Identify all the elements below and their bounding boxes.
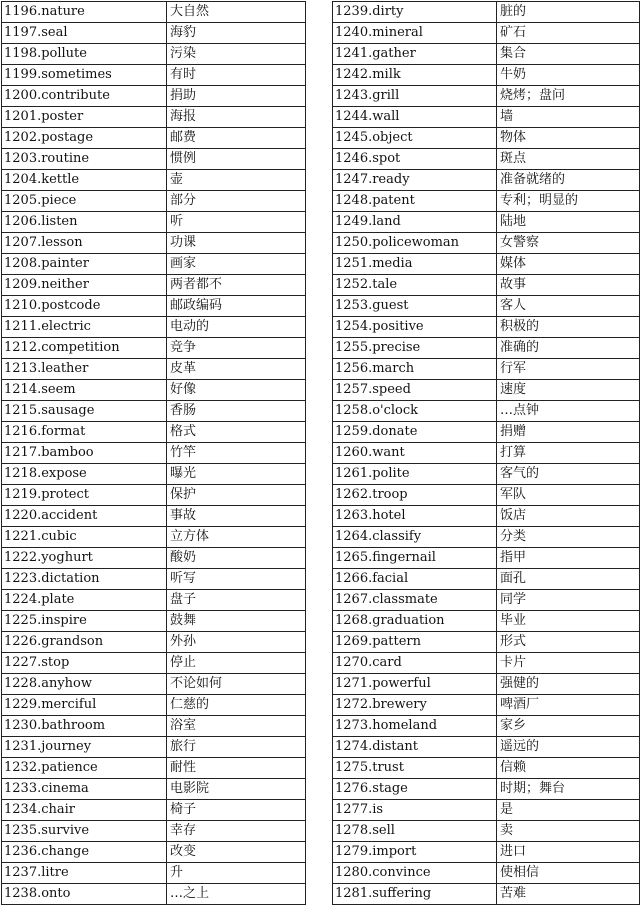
vocab-word: 1262.troop bbox=[333, 485, 497, 506]
vocab-word: 1269.pattern bbox=[333, 632, 497, 653]
vocab-word: 1240.mineral bbox=[333, 23, 497, 44]
vocab-word: 1198.pollute bbox=[2, 44, 167, 65]
vocab-row bbox=[333, 233, 640, 254]
vocab-meaning: 邮费 bbox=[167, 128, 306, 149]
vocab-row bbox=[333, 653, 640, 674]
vocab-word: 1272.brewery bbox=[333, 695, 497, 716]
vocab-meaning: 集合 bbox=[497, 44, 640, 65]
vocab-meaning: 捐助 bbox=[167, 86, 306, 107]
vocab-meaning: 立方体 bbox=[167, 527, 306, 548]
vocab-meaning: 陆地 bbox=[497, 212, 640, 233]
vocab-word: 1242.milk bbox=[333, 65, 497, 86]
vocab-row bbox=[333, 44, 640, 65]
vocab-word: 1244.wall bbox=[333, 107, 497, 128]
vocab-word: 1254.positive bbox=[333, 317, 497, 338]
vocab-row bbox=[2, 695, 306, 716]
vocab-meaning: 客气的 bbox=[497, 464, 640, 485]
vocab-row bbox=[2, 653, 306, 674]
vocab-word: 1213.leather bbox=[2, 359, 167, 380]
vocab-row bbox=[2, 86, 306, 107]
vocab-row bbox=[333, 506, 640, 527]
vocab-word: 1207.lesson bbox=[2, 233, 167, 254]
vocab-word: 1224.plate bbox=[2, 590, 167, 611]
vocab-word: 1251.media bbox=[333, 254, 497, 275]
vocab-row bbox=[333, 485, 640, 506]
vocab-meaning: 形式 bbox=[497, 632, 640, 653]
vocab-row bbox=[333, 716, 640, 737]
vocab-meaning: 邮政编码 bbox=[167, 296, 306, 317]
vocab-word: 1270.card bbox=[333, 653, 497, 674]
vocab-meaning: 壶 bbox=[167, 170, 306, 191]
vocab-row bbox=[333, 632, 640, 653]
vocab-word: 1226.grandson bbox=[2, 632, 167, 653]
vocab-word: 1203.routine bbox=[2, 149, 167, 170]
vocab-word: 1234.chair bbox=[2, 800, 167, 821]
vocab-meaning: 打算 bbox=[497, 443, 640, 464]
vocab-word: 1215.sausage bbox=[2, 401, 167, 422]
vocab-word: 1227.stop bbox=[2, 653, 167, 674]
vocab-word: 1236.change bbox=[2, 842, 167, 863]
vocab-row bbox=[333, 296, 640, 317]
vocab-row bbox=[333, 842, 640, 863]
vocab-word: 1235.survive bbox=[2, 821, 167, 842]
vocab-meaning: 外孙 bbox=[167, 632, 306, 653]
vocab-meaning: 脏的 bbox=[497, 2, 640, 23]
vocab-row bbox=[333, 275, 640, 296]
vocab-row bbox=[2, 779, 306, 800]
vocab-word: 1217.bamboo bbox=[2, 443, 167, 464]
vocab-meaning: 有时 bbox=[167, 65, 306, 86]
vocab-row bbox=[2, 65, 306, 86]
vocab-row bbox=[333, 380, 640, 401]
vocab-row bbox=[2, 842, 306, 863]
vocab-row bbox=[2, 359, 306, 380]
vocab-meaning: 积极的 bbox=[497, 317, 640, 338]
vocab-meaning: 强健的 bbox=[497, 674, 640, 695]
vocab-meaning: 竹竿 bbox=[167, 443, 306, 464]
vocab-meaning: 客人 bbox=[497, 296, 640, 317]
vocab-row bbox=[2, 800, 306, 821]
vocab-row bbox=[333, 800, 640, 821]
vocab-word: 1239.dirty bbox=[333, 2, 497, 23]
vocab-meaning: 画家 bbox=[167, 254, 306, 275]
vocab-meaning: 停止 bbox=[167, 653, 306, 674]
vocab-meaning: 大自然 bbox=[167, 2, 306, 23]
vocab-meaning: 毕业 bbox=[497, 611, 640, 632]
vocab-word: 1200.contribute bbox=[2, 86, 167, 107]
vocab-word: 1247.ready bbox=[333, 170, 497, 191]
vocab-meaning: 分类 bbox=[497, 527, 640, 548]
vocab-meaning: 准确的 bbox=[497, 338, 640, 359]
vocab-row bbox=[2, 527, 306, 548]
vocab-row bbox=[333, 191, 640, 212]
vocab-row bbox=[2, 44, 306, 65]
vocab-meaning: 幸存 bbox=[167, 821, 306, 842]
vocab-meaning: 海报 bbox=[167, 107, 306, 128]
vocab-meaning: 电影院 bbox=[167, 779, 306, 800]
vocab-meaning: 惯例 bbox=[167, 149, 306, 170]
vocab-row bbox=[333, 107, 640, 128]
vocab-row bbox=[333, 695, 640, 716]
vocab-meaning: 进口 bbox=[497, 842, 640, 863]
vocab-word: 1210.postcode bbox=[2, 296, 167, 317]
vocab-word: 1275.trust bbox=[333, 758, 497, 779]
vocab-row bbox=[333, 23, 640, 44]
vocab-word: 1219.protect bbox=[2, 485, 167, 506]
vocab-meaning: 听写 bbox=[167, 569, 306, 590]
vocab-word: 1259.donate bbox=[333, 422, 497, 443]
vocab-row bbox=[2, 590, 306, 611]
vocab-word: 1233.cinema bbox=[2, 779, 167, 800]
vocab-row bbox=[2, 149, 306, 170]
vocab-row bbox=[2, 338, 306, 359]
vocab-word: 1252.tale bbox=[333, 275, 497, 296]
vocab-meaning: 牛奶 bbox=[497, 65, 640, 86]
vocab-word: 1205.piece bbox=[2, 191, 167, 212]
vocab-meaning: 行军 bbox=[497, 359, 640, 380]
vocab-word: 1271.powerful bbox=[333, 674, 497, 695]
vocab-word: 1277.is bbox=[333, 800, 497, 821]
vocab-word: 1228.anyhow bbox=[2, 674, 167, 695]
vocab-row bbox=[333, 65, 640, 86]
vocab-word: 1212.competition bbox=[2, 338, 167, 359]
vocab-word: 1258.o'clock bbox=[333, 401, 497, 422]
vocab-row bbox=[333, 254, 640, 275]
vocab-word: 1278.sell bbox=[333, 821, 497, 842]
vocab-word: 1237.litre bbox=[2, 863, 167, 884]
vocab-meaning: 指甲 bbox=[497, 548, 640, 569]
vocab-row bbox=[2, 317, 306, 338]
vocab-row bbox=[333, 779, 640, 800]
vocab-row bbox=[2, 737, 306, 758]
vocab-word: 1253.guest bbox=[333, 296, 497, 317]
vocab-meaning: 曝光 bbox=[167, 464, 306, 485]
vocab-word: 1204.kettle bbox=[2, 170, 167, 191]
vocab-word: 1225.inspire bbox=[2, 611, 167, 632]
vocab-meaning: 不论如何 bbox=[167, 674, 306, 695]
vocab-meaning: 海豹 bbox=[167, 23, 306, 44]
vocab-meaning: 仁慈的 bbox=[167, 695, 306, 716]
vocab-meaning: 卖 bbox=[497, 821, 640, 842]
vocab-word: 1248.patent bbox=[333, 191, 497, 212]
vocab-word: 1221.cubic bbox=[2, 527, 167, 548]
vocab-meaning: 香肠 bbox=[167, 401, 306, 422]
vocab-row bbox=[2, 611, 306, 632]
vocab-meaning: 遥远的 bbox=[497, 737, 640, 758]
vocab-row bbox=[333, 170, 640, 191]
vocab-word: 1280.convince bbox=[333, 863, 497, 884]
vocab-meaning: 好像 bbox=[167, 380, 306, 401]
vocab-meaning: 污染 bbox=[167, 44, 306, 65]
vocab-word: 1249.land bbox=[333, 212, 497, 233]
vocab-meaning: …之上 bbox=[167, 884, 306, 905]
vocab-meaning: 保护 bbox=[167, 485, 306, 506]
vocab-meaning: 啤酒厂 bbox=[497, 695, 640, 716]
vocab-row bbox=[2, 464, 306, 485]
vocab-word: 1214.seem bbox=[2, 380, 167, 401]
vocab-row bbox=[333, 317, 640, 338]
vocab-meaning: 卡片 bbox=[497, 653, 640, 674]
vocab-row bbox=[333, 401, 640, 422]
vocab-row bbox=[333, 212, 640, 233]
vocab-row bbox=[333, 149, 640, 170]
vocab-word: 1231.journey bbox=[2, 737, 167, 758]
vocab-row bbox=[2, 212, 306, 233]
vocab-word: 1246.spot bbox=[333, 149, 497, 170]
vocab-word: 1264.classify bbox=[333, 527, 497, 548]
vocab-word: 1276.stage bbox=[333, 779, 497, 800]
vocab-meaning: 信赖 bbox=[497, 758, 640, 779]
vocab-row bbox=[2, 821, 306, 842]
vocab-row bbox=[333, 2, 640, 23]
vocab-row bbox=[333, 884, 640, 905]
vocab-word: 1245.object bbox=[333, 128, 497, 149]
vocab-row bbox=[2, 401, 306, 422]
vocab-word: 1250.policewoman bbox=[333, 233, 497, 254]
vocab-word: 1279.import bbox=[333, 842, 497, 863]
vocab-meaning: 椅子 bbox=[167, 800, 306, 821]
vocab-row bbox=[2, 191, 306, 212]
vocab-row bbox=[2, 23, 306, 44]
vocab-row bbox=[2, 863, 306, 884]
vocab-meaning: 同学 bbox=[497, 590, 640, 611]
vocab-row bbox=[2, 569, 306, 590]
vocab-word: 1202.postage bbox=[2, 128, 167, 149]
vocab-meaning: 电动的 bbox=[167, 317, 306, 338]
vocab-word: 1238.onto bbox=[2, 884, 167, 905]
vocab-meaning: 功课 bbox=[167, 233, 306, 254]
vocab-row bbox=[2, 758, 306, 779]
vocab-row bbox=[333, 359, 640, 380]
vocab-row bbox=[333, 527, 640, 548]
vocab-row bbox=[2, 275, 306, 296]
vocab-word: 1241.gather bbox=[333, 44, 497, 65]
vocab-meaning: 耐性 bbox=[167, 758, 306, 779]
vocab-word: 1256.march bbox=[333, 359, 497, 380]
vocab-row bbox=[333, 590, 640, 611]
vocab-word: 1257.speed bbox=[333, 380, 497, 401]
vocab-row bbox=[2, 632, 306, 653]
vocab-word: 1208.painter bbox=[2, 254, 167, 275]
vocab-meaning: 故事 bbox=[497, 275, 640, 296]
vocab-meaning: 准备就绪的 bbox=[497, 170, 640, 191]
vocab-row bbox=[2, 506, 306, 527]
vocab-meaning: 是 bbox=[497, 800, 640, 821]
vocab-row bbox=[2, 485, 306, 506]
vocab-meaning: 听 bbox=[167, 212, 306, 233]
vocab-row bbox=[333, 338, 640, 359]
vocab-word: 1206.listen bbox=[2, 212, 167, 233]
vocab-row bbox=[333, 464, 640, 485]
vocab-word: 1281.suffering bbox=[333, 884, 497, 905]
vocab-word: 1223.dictation bbox=[2, 569, 167, 590]
vocab-meaning: 面孔 bbox=[497, 569, 640, 590]
vocab-meaning: 捐赠 bbox=[497, 422, 640, 443]
vocab-word: 1243.grill bbox=[333, 86, 497, 107]
vocab-meaning: …点钟 bbox=[497, 401, 640, 422]
vocab-meaning: 物体 bbox=[497, 128, 640, 149]
vocab-word: 1222.yoghurt bbox=[2, 548, 167, 569]
vocab-meaning: 盘子 bbox=[167, 590, 306, 611]
vocab-meaning: 烧烤；盘问 bbox=[497, 86, 640, 107]
vocab-meaning: 饭店 bbox=[497, 506, 640, 527]
vocab-row bbox=[333, 86, 640, 107]
vocab-row bbox=[2, 422, 306, 443]
vocab-meaning: 两者都不 bbox=[167, 275, 306, 296]
vocab-table-left bbox=[1, 1, 306, 905]
vocab-row bbox=[2, 107, 306, 128]
vocab-row bbox=[333, 737, 640, 758]
vocab-meaning: 改变 bbox=[167, 842, 306, 863]
vocab-meaning: 升 bbox=[167, 863, 306, 884]
vocab-word: 1201.poster bbox=[2, 107, 167, 128]
vocab-word: 1199.sometimes bbox=[2, 65, 167, 86]
vocab-row bbox=[333, 758, 640, 779]
vocab-word: 1266.facial bbox=[333, 569, 497, 590]
vocab-meaning: 媒体 bbox=[497, 254, 640, 275]
vocab-meaning: 矿石 bbox=[497, 23, 640, 44]
vocab-row bbox=[2, 2, 306, 23]
vocab-meaning: 女警察 bbox=[497, 233, 640, 254]
vocab-row bbox=[2, 443, 306, 464]
vocab-row bbox=[2, 128, 306, 149]
vocab-meaning: 部分 bbox=[167, 191, 306, 212]
vocab-word: 1260.want bbox=[333, 443, 497, 464]
vocab-word: 1218.expose bbox=[2, 464, 167, 485]
vocab-word: 1209.neither bbox=[2, 275, 167, 296]
vocab-word: 1255.precise bbox=[333, 338, 497, 359]
vocab-word: 1263.hotel bbox=[333, 506, 497, 527]
vocab-word: 1220.accident bbox=[2, 506, 167, 527]
vocab-meaning: 事故 bbox=[167, 506, 306, 527]
vocab-word: 1265.fingernail bbox=[333, 548, 497, 569]
vocab-word: 1261.polite bbox=[333, 464, 497, 485]
vocab-row bbox=[2, 233, 306, 254]
vocab-row bbox=[2, 296, 306, 317]
vocab-meaning: 苦难 bbox=[497, 884, 640, 905]
vocab-meaning: 家乡 bbox=[497, 716, 640, 737]
vocab-row bbox=[333, 548, 640, 569]
vocab-word: 1273.homeland bbox=[333, 716, 497, 737]
vocab-word: 1229.merciful bbox=[2, 695, 167, 716]
vocab-meaning: 格式 bbox=[167, 422, 306, 443]
vocab-row bbox=[2, 884, 306, 905]
vocab-word: 1230.bathroom bbox=[2, 716, 167, 737]
vocab-meaning: 旅行 bbox=[167, 737, 306, 758]
vocab-word: 1216.format bbox=[2, 422, 167, 443]
vocab-row bbox=[2, 380, 306, 401]
vocab-row bbox=[333, 128, 640, 149]
vocab-table-left-body bbox=[2, 2, 306, 905]
vocab-row bbox=[333, 422, 640, 443]
vocab-meaning: 皮革 bbox=[167, 359, 306, 380]
vocab-meaning: 墙 bbox=[497, 107, 640, 128]
vocab-word: 1268.graduation bbox=[333, 611, 497, 632]
vocab-meaning: 专利；明显的 bbox=[497, 191, 640, 212]
vocab-meaning: 速度 bbox=[497, 380, 640, 401]
vocab-row bbox=[333, 674, 640, 695]
vocab-meaning: 浴室 bbox=[167, 716, 306, 737]
vocab-meaning: 酸奶 bbox=[167, 548, 306, 569]
vocab-word: 1197.seal bbox=[2, 23, 167, 44]
vocab-word: 1232.patience bbox=[2, 758, 167, 779]
vocab-row bbox=[2, 548, 306, 569]
vocab-meaning: 斑点 bbox=[497, 149, 640, 170]
vocab-meaning: 军队 bbox=[497, 485, 640, 506]
vocab-row bbox=[333, 611, 640, 632]
vocab-row bbox=[2, 674, 306, 695]
vocab-word: 1196.nature bbox=[2, 2, 167, 23]
vocab-word: 1274.distant bbox=[333, 737, 497, 758]
vocab-table-right-body bbox=[333, 2, 640, 905]
vocab-row bbox=[2, 170, 306, 191]
vocab-word: 1211.electric bbox=[2, 317, 167, 338]
vocab-table-right bbox=[332, 1, 640, 905]
vocab-row bbox=[333, 863, 640, 884]
vocab-meaning: 鼓舞 bbox=[167, 611, 306, 632]
vocab-meaning: 竞争 bbox=[167, 338, 306, 359]
vocab-row bbox=[2, 716, 306, 737]
vocab-row bbox=[333, 569, 640, 590]
vocab-row bbox=[333, 821, 640, 842]
vocab-row bbox=[333, 443, 640, 464]
vocab-row bbox=[2, 254, 306, 275]
vocab-meaning: 时期；舞台 bbox=[497, 779, 640, 800]
vocab-meaning: 使相信 bbox=[497, 863, 640, 884]
vocab-word: 1267.classmate bbox=[333, 590, 497, 611]
